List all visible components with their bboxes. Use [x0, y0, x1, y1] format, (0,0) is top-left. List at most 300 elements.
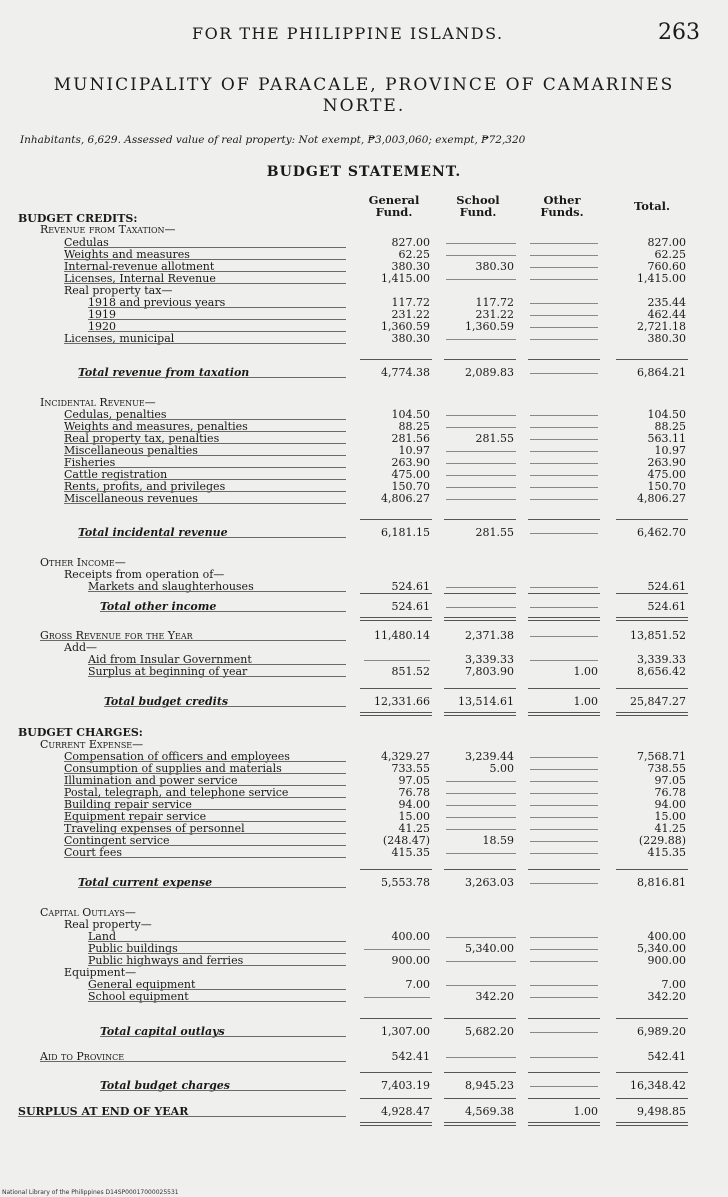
cell-other-funds: 1.00	[573, 695, 598, 708]
empty-cell-dash	[446, 985, 516, 986]
row-label: Weights and measures	[64, 248, 190, 261]
cell-total: 263.90	[647, 456, 686, 469]
cell-school-fund: 281.55	[475, 526, 514, 539]
empty-cell-dash	[530, 451, 598, 452]
empty-cell-dash	[446, 487, 516, 488]
cell-general-fund: 4,329.27	[381, 750, 430, 763]
sum-rule	[616, 593, 688, 594]
row-label: Postal, telegraph, and telephone service	[64, 786, 289, 799]
row-label: SURPLUS AT END OF YEAR	[18, 1105, 189, 1118]
empty-cell-dash	[446, 339, 516, 340]
cell-general-fund: 415.35	[391, 846, 430, 859]
cell-general-fund: 1,307.00	[381, 1025, 430, 1038]
empty-cell-dash	[446, 793, 516, 794]
empty-cell-dash	[530, 937, 598, 938]
row-label: Total other income	[100, 600, 217, 613]
empty-cell-dash	[364, 949, 430, 950]
cell-total: 524.61	[647, 600, 686, 613]
table-row-miscellaneous-revenues	[0, 493, 728, 505]
leader-rule	[88, 1001, 346, 1002]
cell-total: 15.00	[654, 810, 686, 823]
row-label: Internal-revenue allotment	[64, 260, 215, 273]
cell-total: 9,498.85	[637, 1105, 686, 1118]
table-row-markets-and-slaughterhouses	[0, 581, 728, 593]
row-label: Miscellaneous revenues	[64, 492, 198, 505]
cell-total: 6,864.21	[637, 366, 686, 379]
sum-rule	[360, 593, 432, 594]
row-label: Miscellaneous penalties	[64, 444, 198, 457]
row-label: Public highways and ferries	[88, 954, 244, 967]
empty-cell-dash	[446, 475, 516, 476]
cell-school-fund: 2,371.38	[465, 629, 514, 642]
table-row-total-incidental-revenue	[0, 527, 728, 539]
empty-cell-dash	[530, 961, 598, 962]
document-title-line1: MUNICIPALITY OF PARACALE, PROVINCE OF CAMARINES	[53, 75, 675, 95]
empty-cell-dash	[530, 303, 598, 304]
cell-total: 97.05	[654, 774, 686, 787]
cell-total: 738.55	[647, 762, 686, 775]
column-header-total: Total.	[633, 199, 671, 213]
cell-general-fund: 4,806.27	[381, 492, 430, 505]
empty-cell-dash	[530, 475, 598, 476]
cell-total: 8,656.42	[637, 665, 686, 678]
empty-cell-dash	[530, 985, 598, 986]
cell-total: 41.25	[654, 822, 686, 835]
empty-cell-dash	[530, 769, 598, 770]
sum-rule	[360, 1072, 432, 1073]
empty-cell-dash	[530, 533, 598, 534]
leader-rule	[64, 857, 346, 858]
sum-rule	[616, 1098, 688, 1099]
double-rule	[444, 1122, 516, 1123]
cell-general-fund: 542.41	[391, 1050, 430, 1063]
cell-school-fund: 380.30	[475, 260, 514, 273]
sum-rule	[528, 869, 600, 870]
double-rule	[444, 715, 516, 716]
row-label: Consumption of supplies and materials	[64, 762, 282, 775]
cell-general-fund: 4,774.38	[381, 366, 430, 379]
empty-cell-dash	[530, 1086, 598, 1087]
cell-general-fund: 1,415.00	[381, 272, 430, 285]
cell-general-fund: 475.00	[391, 468, 430, 481]
cell-total: 380.30	[647, 332, 686, 345]
cell-general-fund: 263.90	[391, 456, 430, 469]
row-label: Other Income—	[40, 556, 126, 569]
cell-general-fund: 231.22	[391, 308, 430, 321]
double-rule	[360, 617, 432, 618]
double-rule	[616, 620, 688, 621]
empty-cell-dash	[530, 373, 598, 374]
leader-rule	[78, 377, 346, 378]
empty-cell-dash	[530, 805, 598, 806]
cell-total: 104.50	[647, 408, 686, 421]
library-footer: National Library of the Philippines D14SP00017000025531	[2, 1189, 179, 1196]
cell-total: 400.00	[647, 930, 686, 943]
double-rule	[528, 712, 600, 713]
sum-rule	[444, 688, 516, 689]
empty-cell-dash	[530, 949, 598, 950]
sum-rule	[616, 1072, 688, 1073]
cell-general-fund: 117.72	[391, 296, 430, 309]
empty-cell-dash	[446, 781, 516, 782]
row-label: Illumination and power service	[64, 774, 238, 787]
table-row-total-current-expense	[0, 877, 728, 889]
row-label: 1918 and previous years	[88, 296, 226, 309]
cell-general-fund: (248.47)	[382, 834, 430, 847]
table-row-gross-revenue-for-the-year	[0, 630, 728, 642]
leader-rule	[100, 1090, 346, 1091]
column-header-school-fund: School Fund.	[456, 193, 500, 219]
row-label: Total capital outlays	[100, 1025, 225, 1038]
cell-general-fund: 11,480.14	[374, 629, 430, 642]
empty-cell-dash	[530, 339, 598, 340]
row-label: Current Expense—	[40, 738, 144, 751]
page-number: 263	[658, 20, 700, 45]
row-label: Equipment—	[64, 966, 137, 979]
row-label: Revenue from Taxation—	[40, 223, 176, 236]
sum-rule	[444, 869, 516, 870]
double-rule	[360, 1122, 432, 1123]
row-label: Receipts from operation of—	[64, 568, 225, 581]
empty-cell-dash	[530, 463, 598, 464]
empty-cell-dash	[364, 660, 430, 661]
cell-school-fund: 8,945.23	[465, 1079, 514, 1092]
row-label: Cedulas, penalties	[64, 408, 167, 421]
cell-school-fund: 1,360.59	[465, 320, 514, 333]
empty-cell-dash	[446, 243, 516, 244]
cell-general-fund: 6,181.15	[381, 526, 430, 539]
table-row-surplus-at-end-of-year	[0, 1106, 728, 1118]
double-rule	[528, 715, 600, 716]
row-label: Rents, profits, and privileges	[64, 480, 226, 493]
running-header: FOR THE PHILIPPINE ISLANDS.	[192, 24, 504, 43]
empty-cell-dash	[530, 636, 598, 637]
cell-general-fund: 97.05	[398, 774, 430, 787]
row-label: Weights and measures, penalties	[64, 420, 248, 433]
cell-school-fund: 5,682.20	[465, 1025, 514, 1038]
empty-cell-dash	[446, 255, 516, 256]
cell-school-fund: 281.55	[475, 432, 514, 445]
empty-cell-dash	[530, 487, 598, 488]
cell-school-fund: 7,803.90	[465, 665, 514, 678]
cell-school-fund: 342.20	[475, 990, 514, 1003]
cell-general-fund: 733.55	[391, 762, 430, 775]
double-rule	[528, 1125, 600, 1126]
sum-rule	[444, 1072, 516, 1073]
cell-total: 524.61	[647, 580, 686, 593]
leader-rule	[104, 706, 346, 707]
cell-total: 760.60	[647, 260, 686, 273]
empty-cell-dash	[364, 997, 430, 998]
leader-rule	[78, 887, 346, 888]
row-label: Fisheries	[64, 456, 116, 469]
leader-rule	[88, 676, 346, 677]
row-label: Public buildings	[88, 942, 178, 955]
empty-cell-dash	[530, 781, 598, 782]
cell-general-fund: 827.00	[391, 236, 430, 249]
row-label: Compensation of officers and employees	[64, 750, 290, 763]
empty-cell-dash	[530, 660, 598, 661]
double-rule	[616, 715, 688, 716]
cell-general-fund: 7.00	[405, 978, 430, 991]
double-rule	[616, 617, 688, 618]
double-rule	[360, 712, 432, 713]
double-rule	[444, 617, 516, 618]
sum-rule	[360, 869, 432, 870]
row-label: Land	[88, 930, 116, 943]
cell-total: 235.44	[647, 296, 686, 309]
empty-cell-dash	[446, 805, 516, 806]
double-rule	[616, 1125, 688, 1126]
double-rule	[616, 1122, 688, 1123]
cell-total: 900.00	[647, 954, 686, 967]
double-rule	[444, 620, 516, 621]
cell-school-fund: 3,263.03	[465, 876, 514, 889]
double-rule	[616, 712, 688, 713]
cell-total: 76.78	[654, 786, 686, 799]
row-label: Total revenue from taxation	[78, 366, 250, 379]
cell-general-fund: 88.25	[398, 420, 430, 433]
cell-school-fund: 3,339.33	[465, 653, 514, 666]
cell-general-fund: 12,331.66	[374, 695, 430, 708]
cell-total: 475.00	[647, 468, 686, 481]
column-header-general-fund: General Fund.	[368, 193, 420, 219]
table-row-total-budget-charges	[0, 1080, 728, 1092]
cell-school-fund: 18.59	[482, 834, 514, 847]
cell-general-fund: 524.61	[391, 600, 430, 613]
empty-cell-dash	[530, 587, 598, 588]
sum-rule	[360, 1098, 432, 1099]
cell-total: 415.35	[647, 846, 686, 859]
table-row-court-fees	[0, 847, 728, 859]
empty-cell-dash	[446, 853, 516, 854]
table-row-school-equipment	[0, 991, 728, 1003]
cell-total: 6,462.70	[637, 526, 686, 539]
empty-cell-dash	[530, 829, 598, 830]
cell-total: 7.00	[661, 978, 686, 991]
empty-cell-dash	[446, 937, 516, 938]
double-rule	[528, 1122, 600, 1123]
cell-general-fund: 15.00	[398, 810, 430, 823]
cell-general-fund: 62.25	[398, 248, 430, 261]
row-label: Surplus at beginning of year	[88, 665, 248, 678]
empty-cell-dash	[446, 279, 516, 280]
empty-cell-dash	[530, 757, 598, 758]
empty-cell-dash	[530, 883, 598, 884]
empty-cell-dash	[446, 499, 516, 500]
cell-general-fund: 281.56	[391, 432, 430, 445]
sum-rule	[528, 359, 600, 360]
double-rule	[444, 712, 516, 713]
sum-rule	[528, 593, 600, 594]
row-label: Traveling expenses of personnel	[64, 822, 245, 835]
sum-rule	[528, 519, 600, 520]
row-label: Real property—	[64, 918, 152, 931]
sum-rule	[528, 1072, 600, 1073]
cell-school-fund: 117.72	[475, 296, 514, 309]
row-label: Markets and slaughterhouses	[88, 580, 254, 593]
row-label: Court fees	[64, 846, 123, 859]
sum-rule	[444, 359, 516, 360]
row-label: Licenses, Internal Revenue	[64, 272, 216, 285]
cell-total: 542.41	[647, 1050, 686, 1063]
row-label: Cedulas	[64, 236, 109, 249]
empty-cell-dash	[446, 587, 516, 588]
empty-cell-dash	[530, 415, 598, 416]
cell-school-fund: 13,514.61	[458, 695, 514, 708]
sum-rule	[360, 688, 432, 689]
double-rule	[444, 1125, 516, 1126]
empty-cell-dash	[446, 607, 516, 608]
sum-rule	[444, 593, 516, 594]
cell-general-fund: 400.00	[391, 930, 430, 943]
empty-cell-dash	[446, 817, 516, 818]
cell-general-fund: 900.00	[391, 954, 430, 967]
row-label: Real property tax—	[64, 284, 173, 297]
cell-total: 5,340.00	[637, 942, 686, 955]
row-label: Total current expense	[78, 876, 213, 889]
sum-rule	[360, 519, 432, 520]
table-row-licenses-municipal	[0, 333, 728, 345]
sum-rule	[360, 1018, 432, 1019]
sum-rule	[616, 869, 688, 870]
empty-cell-dash	[446, 451, 516, 452]
empty-cell-dash	[530, 243, 598, 244]
leader-rule	[40, 1061, 346, 1062]
leader-rule	[64, 503, 346, 504]
empty-cell-dash	[446, 1057, 516, 1058]
cell-school-fund: 4,569.38	[465, 1105, 514, 1118]
row-label: School equipment	[88, 990, 189, 1003]
cell-total: 4,806.27	[637, 492, 686, 505]
sum-rule	[528, 1098, 600, 1099]
double-rule	[360, 620, 432, 621]
column-header-other-funds: Other Funds.	[540, 193, 584, 219]
cell-general-fund: 380.30	[391, 260, 430, 273]
empty-cell-dash	[446, 427, 516, 428]
cell-general-fund: 1,360.59	[381, 320, 430, 333]
leader-rule	[88, 591, 346, 592]
empty-cell-dash	[530, 997, 598, 998]
cell-total: 3,339.33	[637, 653, 686, 666]
sum-rule	[444, 1018, 516, 1019]
cell-school-fund: 2,089.83	[465, 366, 514, 379]
empty-cell-dash	[530, 793, 598, 794]
empty-cell-dash	[530, 327, 598, 328]
cell-total: 13,851.52	[630, 629, 686, 642]
cell-general-fund: 851.52	[391, 665, 430, 678]
cell-total: 16,348.42	[630, 1079, 686, 1092]
cell-school-fund: 5.00	[489, 762, 514, 775]
empty-cell-dash	[530, 607, 598, 608]
row-label: Gross Revenue for the Year	[40, 629, 193, 642]
document-title-line2: NORTE.	[322, 96, 406, 116]
cell-general-fund: 10.97	[398, 444, 430, 457]
double-rule	[528, 617, 600, 618]
cell-general-fund: 7,403.19	[381, 1079, 430, 1092]
cell-school-fund: 231.22	[475, 308, 514, 321]
cell-general-fund: 380.30	[391, 332, 430, 345]
row-label: Total budget credits	[104, 695, 229, 708]
empty-cell-dash	[530, 279, 598, 280]
empty-cell-dash	[530, 841, 598, 842]
sum-rule	[616, 359, 688, 360]
row-label: Cattle registration	[64, 468, 168, 481]
empty-cell-dash	[530, 853, 598, 854]
sum-rule	[616, 519, 688, 520]
double-rule	[360, 1125, 432, 1126]
cell-total: 150.70	[647, 480, 686, 493]
row-label: Total incidental revenue	[78, 526, 228, 539]
double-rule	[528, 620, 600, 621]
empty-cell-dash	[446, 415, 516, 416]
sum-rule	[616, 1018, 688, 1019]
cell-total: 10.97	[654, 444, 686, 457]
leader-rule	[88, 307, 346, 308]
sum-rule	[528, 688, 600, 689]
cell-school-fund: 5,340.00	[465, 942, 514, 955]
cell-other-funds: 1.00	[573, 1105, 598, 1118]
cell-general-fund: 5,553.78	[381, 876, 430, 889]
empty-cell-dash	[530, 439, 598, 440]
cell-general-fund: 94.00	[398, 798, 430, 811]
empty-cell-dash	[446, 961, 516, 962]
cell-total: 62.25	[654, 248, 686, 261]
leader-rule	[18, 1116, 346, 1117]
row-label: Incidental Revenue—	[40, 396, 156, 409]
table-row-surplus-at-beginning-of-year	[0, 666, 728, 678]
cell-total: 563.11	[647, 432, 686, 445]
leader-rule	[100, 1036, 346, 1037]
statement-title: BUDGET STATEMENT.	[266, 164, 462, 180]
cell-general-fund: 41.25	[398, 822, 430, 835]
table-row-revenue-from-taxation	[0, 224, 728, 236]
table-row-aid-to-province	[0, 1051, 728, 1063]
leader-rule	[64, 343, 346, 344]
cell-other-funds: 1.00	[573, 665, 598, 678]
cell-general-fund: 104.50	[391, 408, 430, 421]
empty-cell-dash	[530, 499, 598, 500]
cell-total: 342.20	[647, 990, 686, 1003]
cell-total: 7,568.71	[637, 750, 686, 763]
row-label: Real property tax, penalties	[64, 432, 220, 445]
row-label: Contingent service	[64, 834, 170, 847]
empty-cell-dash	[530, 315, 598, 316]
leader-rule	[88, 319, 346, 320]
row-label: Licenses, municipal	[64, 332, 175, 345]
leader-rule	[78, 537, 346, 538]
empty-cell-dash	[530, 255, 598, 256]
cell-total: 6,989.20	[637, 1025, 686, 1038]
sum-rule	[528, 1018, 600, 1019]
row-label: Add—	[64, 641, 98, 654]
empty-cell-dash	[530, 1057, 598, 1058]
cell-general-fund: 524.61	[391, 580, 430, 593]
sum-rule	[616, 688, 688, 689]
row-label: BUDGET CREDITS:	[18, 212, 138, 225]
cell-total: 94.00	[654, 798, 686, 811]
cell-general-fund: 4,928.47	[381, 1105, 430, 1118]
cell-total: (229.88)	[638, 834, 686, 847]
empty-cell-dash	[530, 817, 598, 818]
sum-rule	[444, 519, 516, 520]
cell-total: 25,847.27	[630, 695, 686, 708]
empty-cell-dash	[530, 267, 598, 268]
leader-rule	[100, 611, 346, 612]
row-label: Aid from Insular Government	[88, 653, 252, 666]
empty-cell-dash	[446, 463, 516, 464]
cell-general-fund: 150.70	[391, 480, 430, 493]
